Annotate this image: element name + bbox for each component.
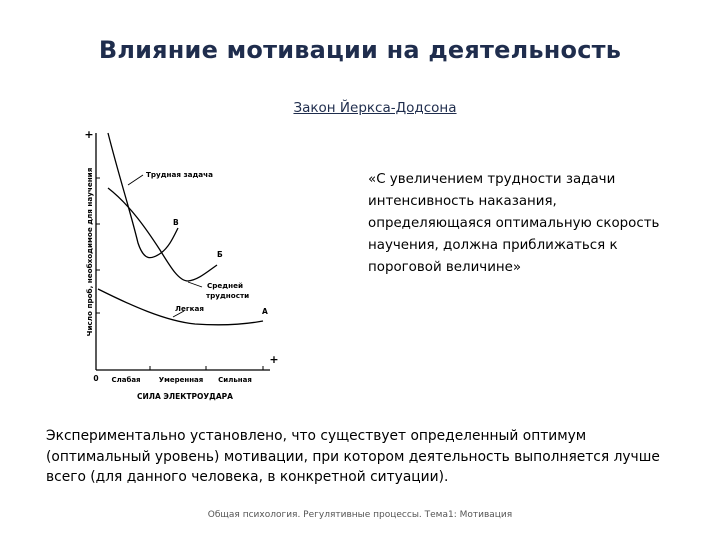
medium-task-pointer — [188, 282, 202, 287]
medium-task-curve — [108, 188, 217, 281]
yerkes-dodson-quote: «С увеличением трудности задачи интенсивность наказания, определяющаяся оптимальную скорость научения, должна приближаться к пороговой величине» — [368, 172, 660, 275]
hard-task-curve — [108, 133, 178, 258]
x-plus-sign: + — [269, 353, 279, 366]
slide-subtitle: Закон Йеркса-Додсона — [293, 100, 457, 116]
medium-task-label-line2: трудности — [206, 291, 250, 300]
y-plus-sign: + — [84, 128, 94, 141]
x-tick-label: Слабая — [111, 376, 141, 384]
slide-footer: Общая психология. Регулятивные процессы. Тема1: Мотивация — [207, 510, 513, 520]
origin-label: 0 — [93, 374, 99, 383]
easy-task-label: Легкая — [175, 304, 204, 313]
x-axis-label: СИЛА ЭЛЕКТРОУДАРА — [137, 392, 233, 401]
slide-title: Влияние мотивации на деятельность — [98, 36, 622, 64]
curve-label-a: А — [262, 307, 268, 316]
hard-task-pointer — [128, 175, 143, 185]
hard-task-label: Трудная задача — [146, 170, 213, 179]
x-tick-label: Сильная — [218, 376, 252, 384]
conclusion-paragraph: Экспериментально установлено, что существует определенный оптимум (оптимальный уровень) мотивации, при котором деятельность выполняется лучше всего (для данного человека, в конкретной ситуации). — [46, 428, 660, 485]
curve-label-b: Б — [217, 250, 223, 259]
y-axis-label: Число проб, необходимое для научения — [85, 167, 94, 337]
yerkes-dodson-graph — [75, 125, 290, 410]
medium-task-label-line1: Средней — [207, 281, 243, 290]
x-tick-label: Умеренная — [158, 376, 204, 384]
curve-label-v: В — [173, 218, 179, 227]
